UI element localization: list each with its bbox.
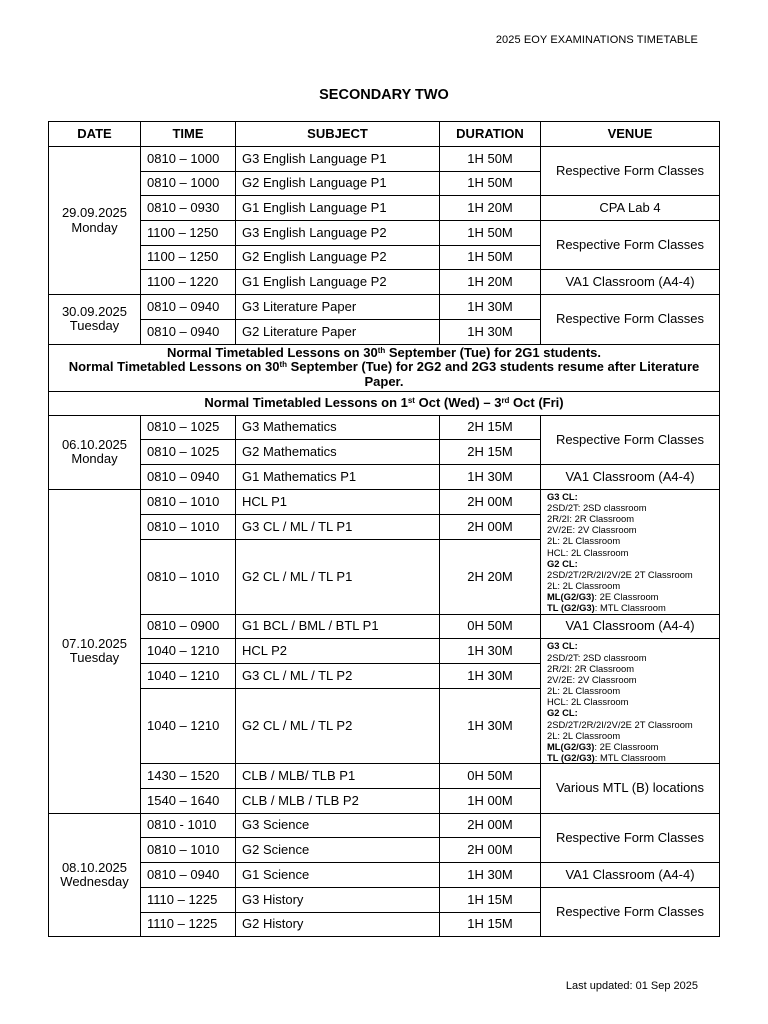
venue-cell: Respective Form Classes xyxy=(541,147,720,196)
subject-cell: G3 Science xyxy=(236,813,440,838)
venue-cell: Respective Form Classes xyxy=(541,415,720,464)
notice-text: Oct (Fri) xyxy=(509,394,564,410)
duration-cell: 1H 50M xyxy=(440,245,541,270)
duration-cell: 1H 30M xyxy=(440,319,541,344)
time-cell: 1100 – 1250 xyxy=(141,221,236,246)
subject-cell: G2 CL / ML / TL P2 xyxy=(236,689,440,764)
notice-text: September (Tue) for 2G1 students. xyxy=(385,345,602,361)
venue-group-label: G2 CL: xyxy=(547,557,578,569)
table-row xyxy=(49,813,720,838)
subject-cell: G3 CL / ML / TL P2 xyxy=(236,664,440,689)
subject-cell: HCL P2 xyxy=(236,639,440,664)
notice-sup: st xyxy=(407,395,415,405)
table-row xyxy=(49,863,720,888)
time-cell: 1430 – 1520 xyxy=(141,764,236,789)
time-cell: 0810 – 0940 xyxy=(141,863,236,888)
venue-group-label: G2 CL: xyxy=(547,707,578,719)
venue-cell: CPA Lab 4 xyxy=(541,196,720,221)
subject-cell: G2 English Language P2 xyxy=(236,245,440,270)
venue-line: : 2E Classroom xyxy=(594,741,659,752)
subject-cell: G3 Mathematics xyxy=(236,415,440,440)
venue-group-label: G3 CL: xyxy=(547,640,578,652)
duration-cell: 2H 15M xyxy=(440,440,541,465)
mtl-venue-list xyxy=(541,639,720,764)
column-header-subject: SUBJECT xyxy=(236,122,440,147)
table-row xyxy=(49,415,720,440)
venue-line: 2L: 2L Classroom xyxy=(547,685,621,697)
notice-row xyxy=(49,344,720,391)
venue-line: : MTL Classroom xyxy=(594,602,666,614)
venue-group-label: TL (G2/G3) xyxy=(547,602,595,614)
duration-cell: 2H 00M xyxy=(440,813,541,838)
time-cell: 0810 - 1010 xyxy=(141,813,236,838)
time-cell: 1040 – 1210 xyxy=(141,689,236,764)
venue-cell: Various MTL (B) locations xyxy=(541,764,720,813)
date-text: 29.09.2025 xyxy=(61,205,128,221)
notice-sup: rd xyxy=(501,395,510,405)
table-header-row xyxy=(49,122,720,147)
column-header-date: DATE xyxy=(49,122,141,147)
time-cell: 0810 – 1025 xyxy=(141,440,236,465)
subject-cell: CLB / MLB / TLB P2 xyxy=(236,789,440,814)
venue-line: 2L: 2L Classroom xyxy=(547,729,621,741)
duration-cell: 1H 30M xyxy=(440,464,541,489)
subject-cell: G2 Literature Paper xyxy=(236,319,440,344)
notice-cell xyxy=(49,344,720,391)
date-text: 30.09.2025 xyxy=(61,304,128,320)
subject-cell: G3 History xyxy=(236,887,440,912)
weekday-text: Tuesday xyxy=(69,650,120,666)
table-row xyxy=(49,464,720,489)
time-cell: 1540 – 1640 xyxy=(141,789,236,814)
subject-cell: G3 English Language P1 xyxy=(236,147,440,172)
venue-line: HCL: 2L Classroom xyxy=(547,546,629,558)
duration-cell: 1H 00M xyxy=(440,789,541,814)
notice-cell xyxy=(49,391,720,415)
subject-cell: CLB / MLB/ TLB P1 xyxy=(236,764,440,789)
duration-cell: 1H 30M xyxy=(440,664,541,689)
notice-sup: th xyxy=(377,346,386,356)
venue-line: : MTL Classroom xyxy=(594,752,666,764)
subject-cell: G3 English Language P2 xyxy=(236,221,440,246)
venue-line: : 2E Classroom xyxy=(594,591,659,603)
table-row xyxy=(49,489,720,514)
weekday-text: Tuesday xyxy=(69,318,120,334)
table-row xyxy=(49,147,720,172)
duration-cell: 1H 30M xyxy=(440,689,541,764)
time-cell: 0810 – 0940 xyxy=(141,319,236,344)
table-row xyxy=(49,196,720,221)
table-row xyxy=(49,764,720,789)
subject-cell: G1 Mathematics P1 xyxy=(236,464,440,489)
weekday-text: Monday xyxy=(71,451,118,467)
date-text: 06.10.2025 xyxy=(61,436,128,452)
venue-line: 2V/2E: 2V Classroom xyxy=(547,524,637,536)
time-cell: 0810 – 1010 xyxy=(141,540,236,615)
time-cell: 0810 – 0930 xyxy=(141,196,236,221)
notice-text: Oct (Wed) – 3 xyxy=(414,394,502,410)
column-header-time: TIME xyxy=(141,122,236,147)
venue-cell: VA1 Classroom (A4-4) xyxy=(541,270,720,295)
time-cell: 1100 – 1250 xyxy=(141,245,236,270)
duration-cell: 2H 20M xyxy=(440,540,541,615)
venue-line: 2SD/2T/2R/2I/2V/2E 2T Classroom xyxy=(547,718,693,730)
venue-group-label: ML(G2/G3) xyxy=(547,741,595,752)
duration-cell: 1H 30M xyxy=(440,639,541,664)
date-cell xyxy=(49,813,141,936)
notice-row xyxy=(49,391,720,415)
date-text: 08.10.2025 xyxy=(61,859,128,875)
time-cell: 1040 – 1210 xyxy=(141,664,236,689)
date-cell xyxy=(49,295,141,344)
table-row xyxy=(49,221,720,246)
time-cell: 0810 – 1010 xyxy=(141,838,236,863)
notice-sup: th xyxy=(279,360,287,370)
time-cell: 0810 – 0940 xyxy=(141,464,236,489)
venue-cell: Respective Form Classes xyxy=(541,887,720,936)
table-row xyxy=(49,639,720,664)
notice-text: Normal Timetabled Lessons on 1 xyxy=(204,394,408,410)
date-cell xyxy=(49,415,141,489)
subject-cell: G1 BCL / BML / BTL P1 xyxy=(236,614,440,639)
notice-text: Normal Timetabled Lessons on 30 xyxy=(166,345,378,361)
time-cell: 0810 – 1000 xyxy=(141,147,236,172)
subject-cell: G2 Mathematics xyxy=(236,440,440,465)
venue-line: 2SD/2T: 2SD classroom xyxy=(547,651,647,663)
duration-cell: 0H 50M xyxy=(440,614,541,639)
date-cell xyxy=(49,489,141,813)
venue-line: 2SD/2T: 2SD classroom xyxy=(547,501,647,513)
duration-cell: 0H 50M xyxy=(440,764,541,789)
venue-cell: Respective Form Classes xyxy=(541,813,720,862)
venue-group-label: ML(G2/G3) xyxy=(547,591,595,603)
column-header-duration: DURATION xyxy=(440,122,541,147)
venue-line: 2V/2E: 2V Classroom xyxy=(547,673,637,685)
notice-text: Normal Timetabled Lessons on 30 xyxy=(68,359,280,375)
duration-cell: 1H 15M xyxy=(440,912,541,937)
time-cell: 0810 – 1010 xyxy=(141,514,236,539)
subject-cell: G2 Science xyxy=(236,838,440,863)
time-cell: 0810 – 0940 xyxy=(141,295,236,320)
notice-text: September (Tue) for 2G2 and 2G3 students resume after Literature Paper. xyxy=(287,359,700,389)
duration-cell: 1H 20M xyxy=(440,270,541,295)
duration-cell: 2H 00M xyxy=(440,489,541,514)
table-row xyxy=(49,614,720,639)
duration-cell: 1H 50M xyxy=(440,147,541,172)
venue-line: 2SD/2T/2R/2I/2V/2E 2T Classroom xyxy=(547,568,693,580)
venue-cell: VA1 Classroom (A4-4) xyxy=(541,614,720,639)
duration-cell: 2H 00M xyxy=(440,838,541,863)
venue-cell: VA1 Classroom (A4-4) xyxy=(541,863,720,888)
subject-cell: G1 English Language P2 xyxy=(236,270,440,295)
duration-cell: 2H 00M xyxy=(440,514,541,539)
page-title: SECONDARY TWO xyxy=(319,87,449,103)
time-cell: 0810 – 0900 xyxy=(141,614,236,639)
venue-line: 2R/2I: 2R Classroom xyxy=(547,512,635,524)
date-text: 07.10.2025 xyxy=(61,635,128,651)
subject-cell: HCL P1 xyxy=(236,489,440,514)
mtl-venue-list xyxy=(541,489,720,614)
time-cell: 1110 – 1225 xyxy=(141,912,236,937)
subject-cell: G3 Literature Paper xyxy=(236,295,440,320)
time-cell: 0810 – 1000 xyxy=(141,171,236,196)
venue-line: HCL: 2L Classroom xyxy=(547,696,629,708)
duration-cell: 1H 30M xyxy=(440,863,541,888)
time-cell: 1110 – 1225 xyxy=(141,887,236,912)
subject-cell: G2 History xyxy=(236,912,440,937)
subject-cell: G2 CL / ML / TL P1 xyxy=(236,540,440,615)
duration-cell: 1H 15M xyxy=(440,887,541,912)
subject-cell: G2 English Language P1 xyxy=(236,171,440,196)
venue-line: 2R/2I: 2R Classroom xyxy=(547,662,635,674)
exam-timetable xyxy=(48,121,720,937)
weekday-text: Wednesday xyxy=(60,873,129,889)
subject-cell: G1 Science xyxy=(236,863,440,888)
duration-cell: 1H 20M xyxy=(440,196,541,221)
weekday-text: Monday xyxy=(71,219,118,235)
column-header-venue: VENUE xyxy=(541,122,720,147)
duration-cell: 1H 50M xyxy=(440,221,541,246)
venue-cell: Respective Form Classes xyxy=(541,295,720,344)
venue-cell: VA1 Classroom (A4-4) xyxy=(541,464,720,489)
venue-group-label: G3 CL: xyxy=(547,490,578,502)
venue-cell: Respective Form Classes xyxy=(541,221,720,270)
date-cell xyxy=(49,147,141,295)
document-header: 2025 EOY EXAMINATIONS TIMETABLE xyxy=(495,34,698,46)
time-cell: 0810 – 1010 xyxy=(141,489,236,514)
time-cell: 0810 – 1025 xyxy=(141,415,236,440)
subject-cell: G3 CL / ML / TL P1 xyxy=(236,514,440,539)
duration-cell: 1H 50M xyxy=(440,171,541,196)
subject-cell: G1 English Language P1 xyxy=(236,196,440,221)
time-cell: 1040 – 1210 xyxy=(141,639,236,664)
venue-line: 2L: 2L Classroom xyxy=(547,580,621,592)
table-row xyxy=(49,887,720,912)
venue-line: 2L: 2L Classroom xyxy=(547,535,621,547)
duration-cell: 1H 30M xyxy=(440,295,541,320)
duration-cell: 2H 15M xyxy=(440,415,541,440)
last-updated: Last updated: 01 Sep 2025 xyxy=(565,980,698,992)
table-row xyxy=(49,295,720,320)
time-cell: 1100 – 1220 xyxy=(141,270,236,295)
venue-group-label: TL (G2/G3) xyxy=(547,752,595,764)
table-row xyxy=(49,270,720,295)
